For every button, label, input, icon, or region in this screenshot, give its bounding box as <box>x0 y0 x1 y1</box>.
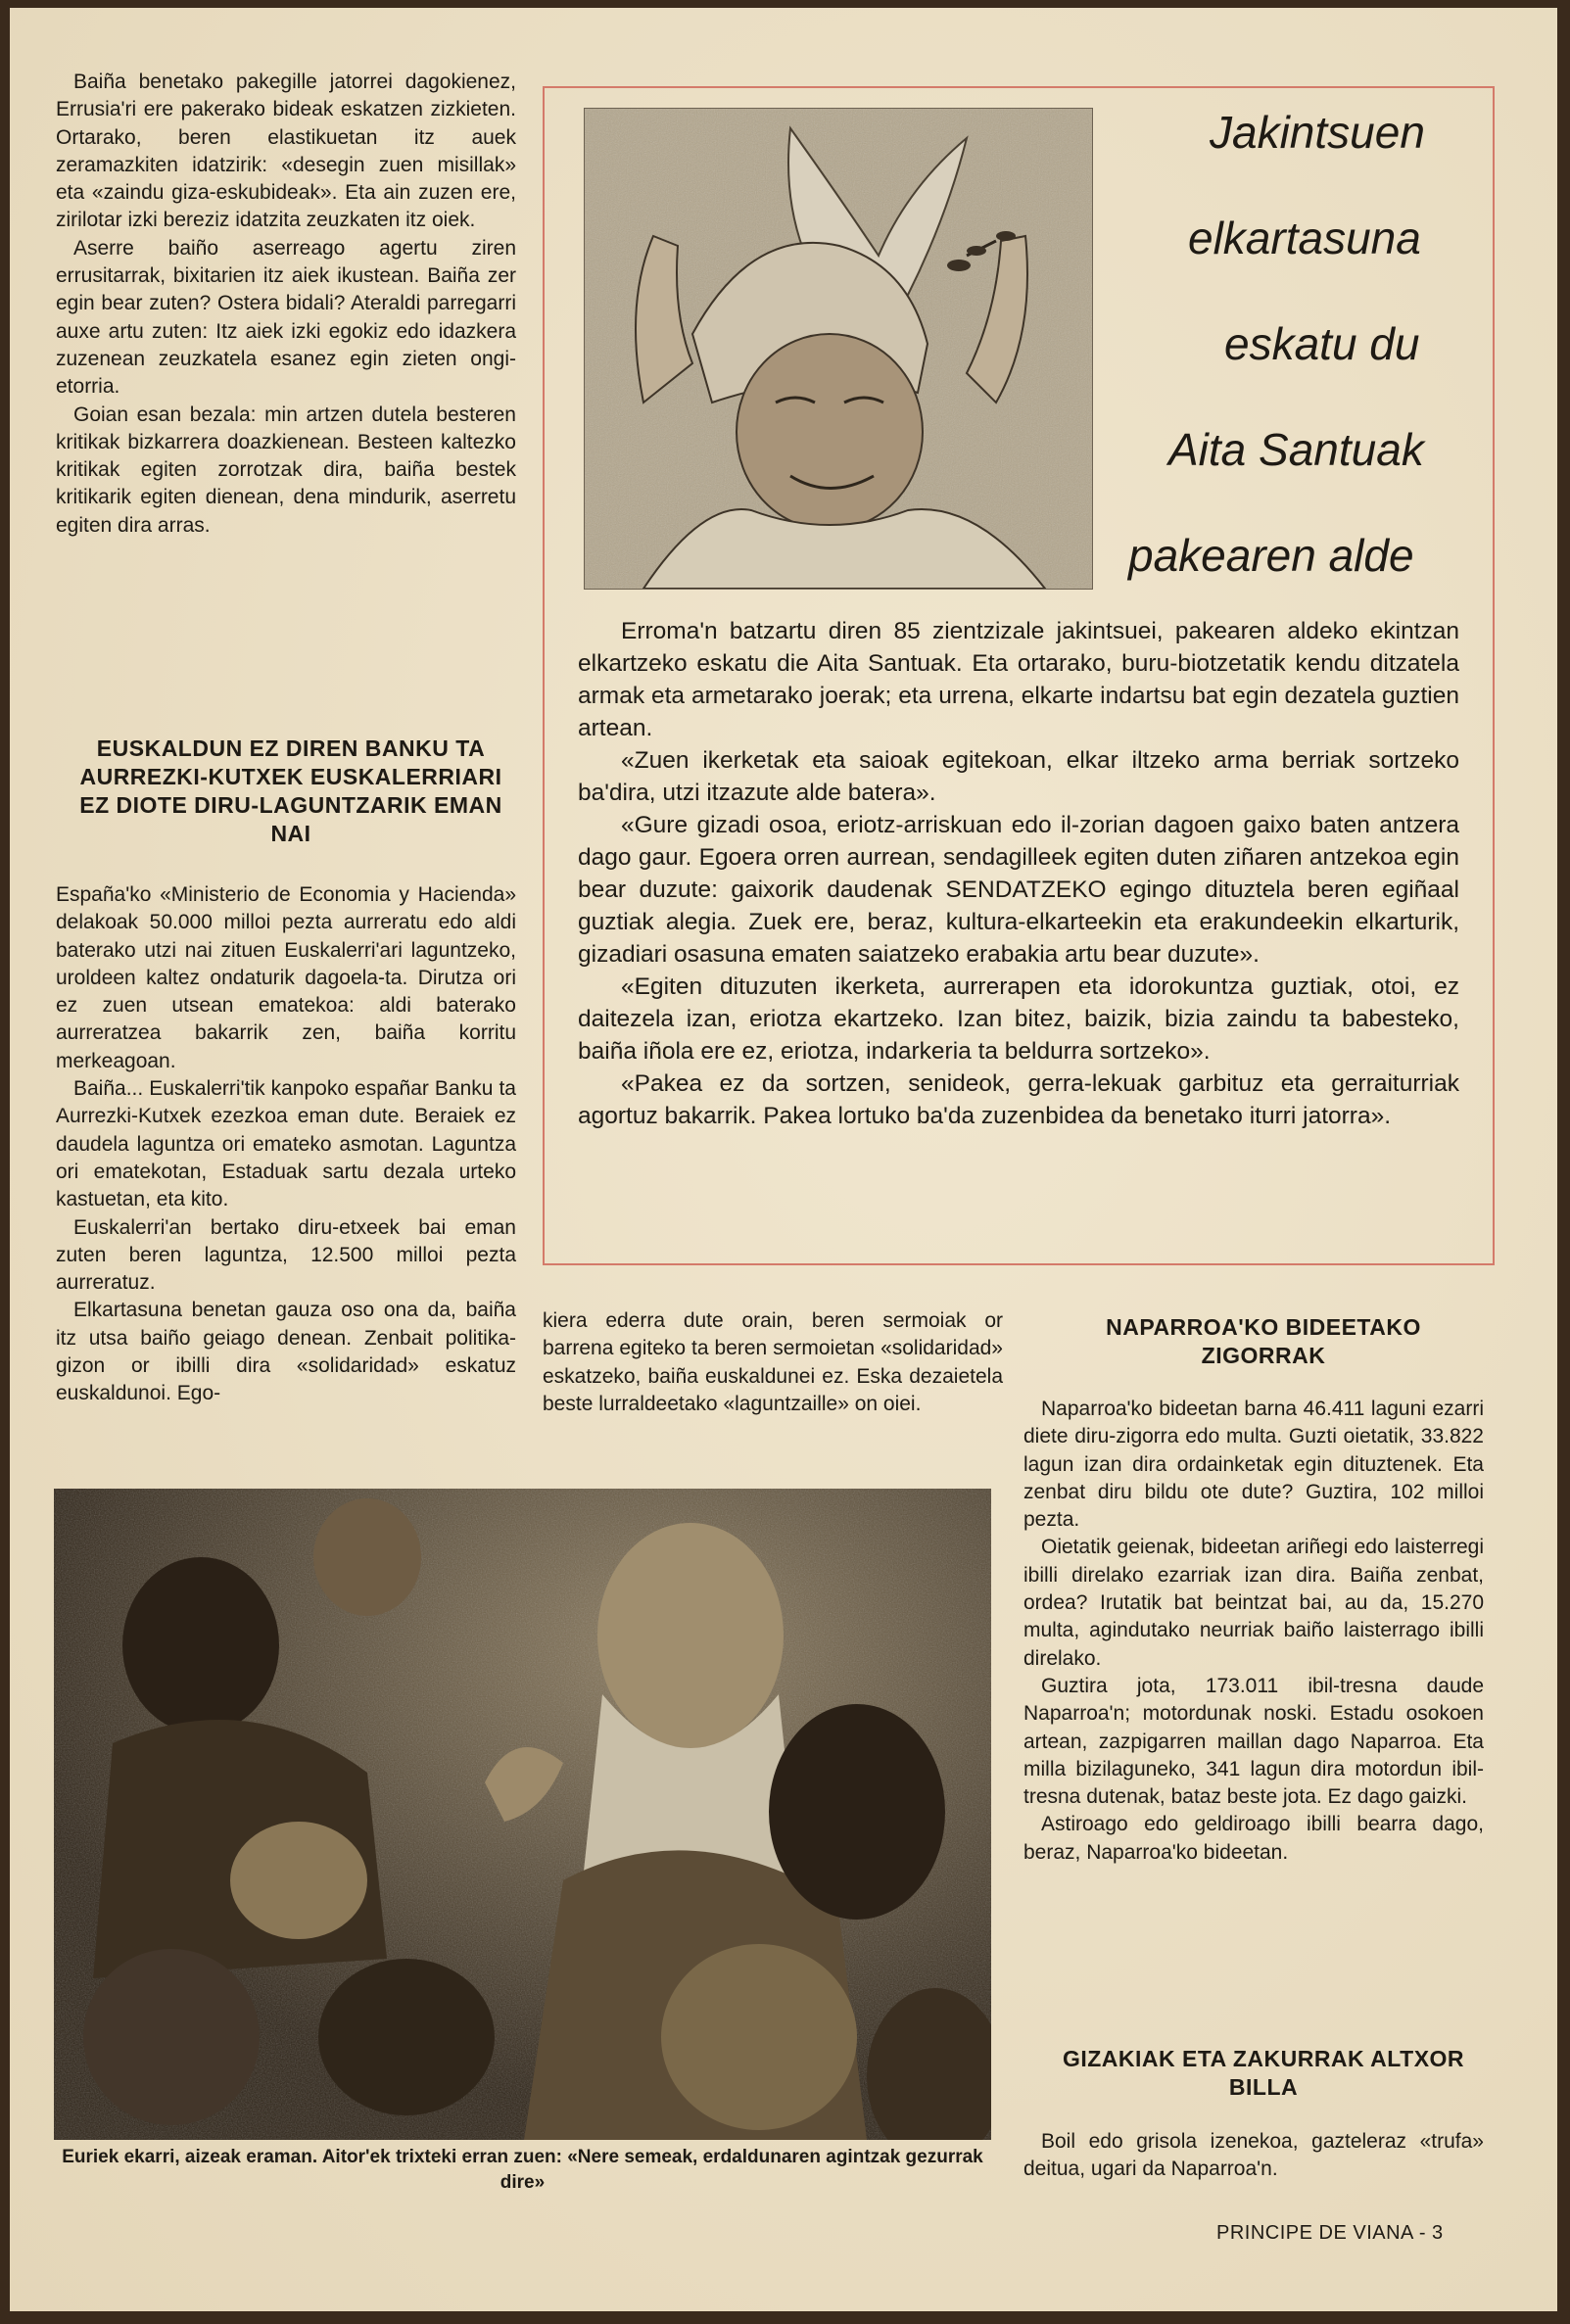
heading-truffle-hunt: GIZAKIAK ETA ZAKURRAK ALTXOR BILLA <box>1062 2046 1465 2100</box>
navarre-roads-body <box>1023 1396 1484 1867</box>
pope-portrait-image <box>584 108 1093 590</box>
paragraph: «Egiten dituzuten ikerketa, aurrerapen eta idorokuntza guztiak, otoi, ez daitezela izan, eriotza ekartzeko. Izan bitez, baizik, bizia zaindu ta babesteko, baiña iñola ere ez, eriotza, indarkeria ta beldurra sortzeko». <box>578 973 1459 1065</box>
bank-article-body <box>56 881 516 1408</box>
painting-image <box>54 1489 991 2140</box>
paragraph: Euskalerri'an bertako diru-etxeek bai eman zuten beren laguntza, 12.500 milloi pezta aurreratuz. <box>56 1215 516 1295</box>
title-line: Jakintsuen <box>1210 107 1425 158</box>
left-column <box>56 69 516 540</box>
paragraph: Erroma'n batzartu diren 85 zientzizale jakintsuei, pakearen aldeko ekintzan elkartzeko eskatu die Aita Santuak. Eta ortarako, buru-biotzetatik kendu ditzatela armak eta armetarako joerak; eta urrena, elkarte indartsu bat egin dezatela guztien artean. <box>578 618 1459 741</box>
paragraph: Baiña benetako pakegille jatorrei dagokienez, Errusia'ri ere pakerako bideak eskatzen zizkieten. Ortarako, beren elastikuetan itz auek zeramazkiten idatzirik: «desegin zuen misillak» eta «zaindu giza-eskubideak». Eta ain zuzen ere, zirilotar izki bereziz idatzita zeuzkaten itz oiek. <box>56 71 516 232</box>
heading-navarre-roads: NAPARROA'KO BIDEETAKO ZIGORRAK <box>1106 1314 1421 1368</box>
page-folio: PRINCIPE DE VIANA - 3 <box>1216 2222 1444 2244</box>
boxed-article-body <box>578 615 1459 1132</box>
paragraph: Aserre baiño aserreago agertu ziren errusitarrak, bixitarien itz aiek ikustean. Baiña zer egin bear zuten? Ostera bidali? Ateraldi parregarri auxe artu zuten: Itz aiek izki egokiz edo idazkera zuzenean zeuzkatela esanez egin zieten ongi-etorria. <box>56 236 516 399</box>
painting-illustration <box>54 1489 991 2140</box>
middle-column <box>543 1307 1003 1418</box>
paragraph: Naparroa'ko bideetan barna 46.411 laguni ezarri diete diru-zigorra edo multa. Guzti oietatik, 33.822 lagun izan dira ordainketak egin dituztenek. Eta zenbat diru bildu ote dute? Guztira, 102 milloi pezta. <box>1023 1398 1484 1532</box>
paragraph: Boil edo grisola izenekoa, gazteleraz «trufa» deitua, ugari da Naparroa'n. <box>1023 2130 1484 2181</box>
paragraph: kiera ederra dute orain, beren sermoiak or barrena egiteko ta beren sermoietan «solidaridad» eskatzeko, baiña euskaldunei ez. Eska dezaietela beste lurraldeetako «laguntzaille» on oiei. <box>543 1309 1003 1415</box>
heading-bank-article: EUSKALDUN EZ DIREN BANKU TA AURREZKI-KUTXEK EUSKALERRIARI EZ DIOTE DIRU-LAGUNTZARIK EMAN NAI <box>79 735 502 846</box>
paragraph: Goian esan bezala: min artzen dutela besteren kritikak bizkarrera doazkienean. Besteen kaltezko kritikak egiten zorrotzak dira, baiña bestek kritikarik egiten dienean, dena mindurik, aserretu egiten dira arras. <box>56 403 516 537</box>
paragraph: «Zuen ikerketak eta saioak egitekoan, elkar iltzeko arma berriak sortzeko ba'dira, utzi itzazute alde batera». <box>578 747 1459 806</box>
title-line: pakearen alde <box>1128 530 1414 581</box>
painting-caption: Euriek ekarri, aizeak eraman. Aitor'ek trixteki erran zuen: «Nere semeak, erdaldunaren agintzak gezurrak dire» <box>62 2147 983 2193</box>
pope-dove-illustration <box>585 109 1092 589</box>
title-line: elkartasuna <box>1188 213 1421 263</box>
paragraph: Astiroago edo geldiroago ibilli bearra dago, beraz, Naparroa'ko bideetan. <box>1023 1813 1484 1864</box>
paragraph: Baiña... Euskalerri'tik kanpoko españar Banku ta Aurrezki-Kutxek ezezkoa eman dute. Beraiek ez daudela laguntza ori emateko asmotan. Laguntza ori ematekotan, Estaduak sartu dezala urteko kastuetan, eta kito. <box>56 1077 516 1211</box>
paragraph: Guztira jota, 173.011 ibil-tresna daude Naparroa'n; motordunak noski. Estadu osokoen artean, zazpigarren maillan dago Naparroa. Eta milla bizilaguneko, 341 lagun dira motordun ibil-tresna dutenak, bataz beste jota. Ez dago gaizki. <box>1023 1674 1484 1809</box>
paragraph: «Gure gizadi osoa, eriotz-arriskuan edo il-zorian dagoen gaixo baten antzera dago gaur. Egoera orren aurrean, sendagilleek egiten duten ziñaren antzekoa egin bear duzute: gaixorik daudenak SENDATZEKO egingo dituztela beren egiñaal guztiak alegia. Zuek ere, beraz, kultura-elkarteekin eta erakundeekin elkarturik, gizadiari osasuna ematen saiatzeko erabakia artu bear duzute». <box>578 812 1459 968</box>
paragraph: Oietatik geienak, bideetan ariñegi edo laisterregi ibilli direlako ezarriak izan dira. Baiña zenbat, ordea? Irutatik bat beintzat bai, au da, 15.270 multa, agindutako neurriak baiño laisterrago ibilli direlako. <box>1023 1536 1484 1670</box>
magazine-page <box>10 8 1557 2311</box>
title-line: eskatu du <box>1224 318 1420 369</box>
paragraph: Elkartasuna benetan gauza oso ona da, baiña itz utsa baiño geiago denean. Zenbait politika-gizon or ibilli dira «solidaridad» eskatuz euskaldunoi. Ego- <box>56 1299 516 1405</box>
paragraph: España'ko «Ministerio de Economia y Hacienda» delakoak 50.000 milloi pezta aurreratu edo aldi baterako utzi nai zituen Euskalerri'ari laguntzeko, uroldeen kaltez ondaturik dagoela-ta. Dirutza ori ez zuen utsean ematekoa: aldi baterako aurreratzea bakarrik zen, baiña korritu merkeagoan. <box>56 883 516 1072</box>
title-line: Aita Santuak <box>1168 424 1424 475</box>
paragraph: «Pakea ez da sortzen, senideok, gerra-lekuak garbituz eta gerraiturriak agortuz bakarrik. Pakea lortuko ba'da zuzenbidea da benetako iturri jatorra». <box>578 1070 1459 1129</box>
truffle-hunt-body <box>1023 2128 1484 2184</box>
